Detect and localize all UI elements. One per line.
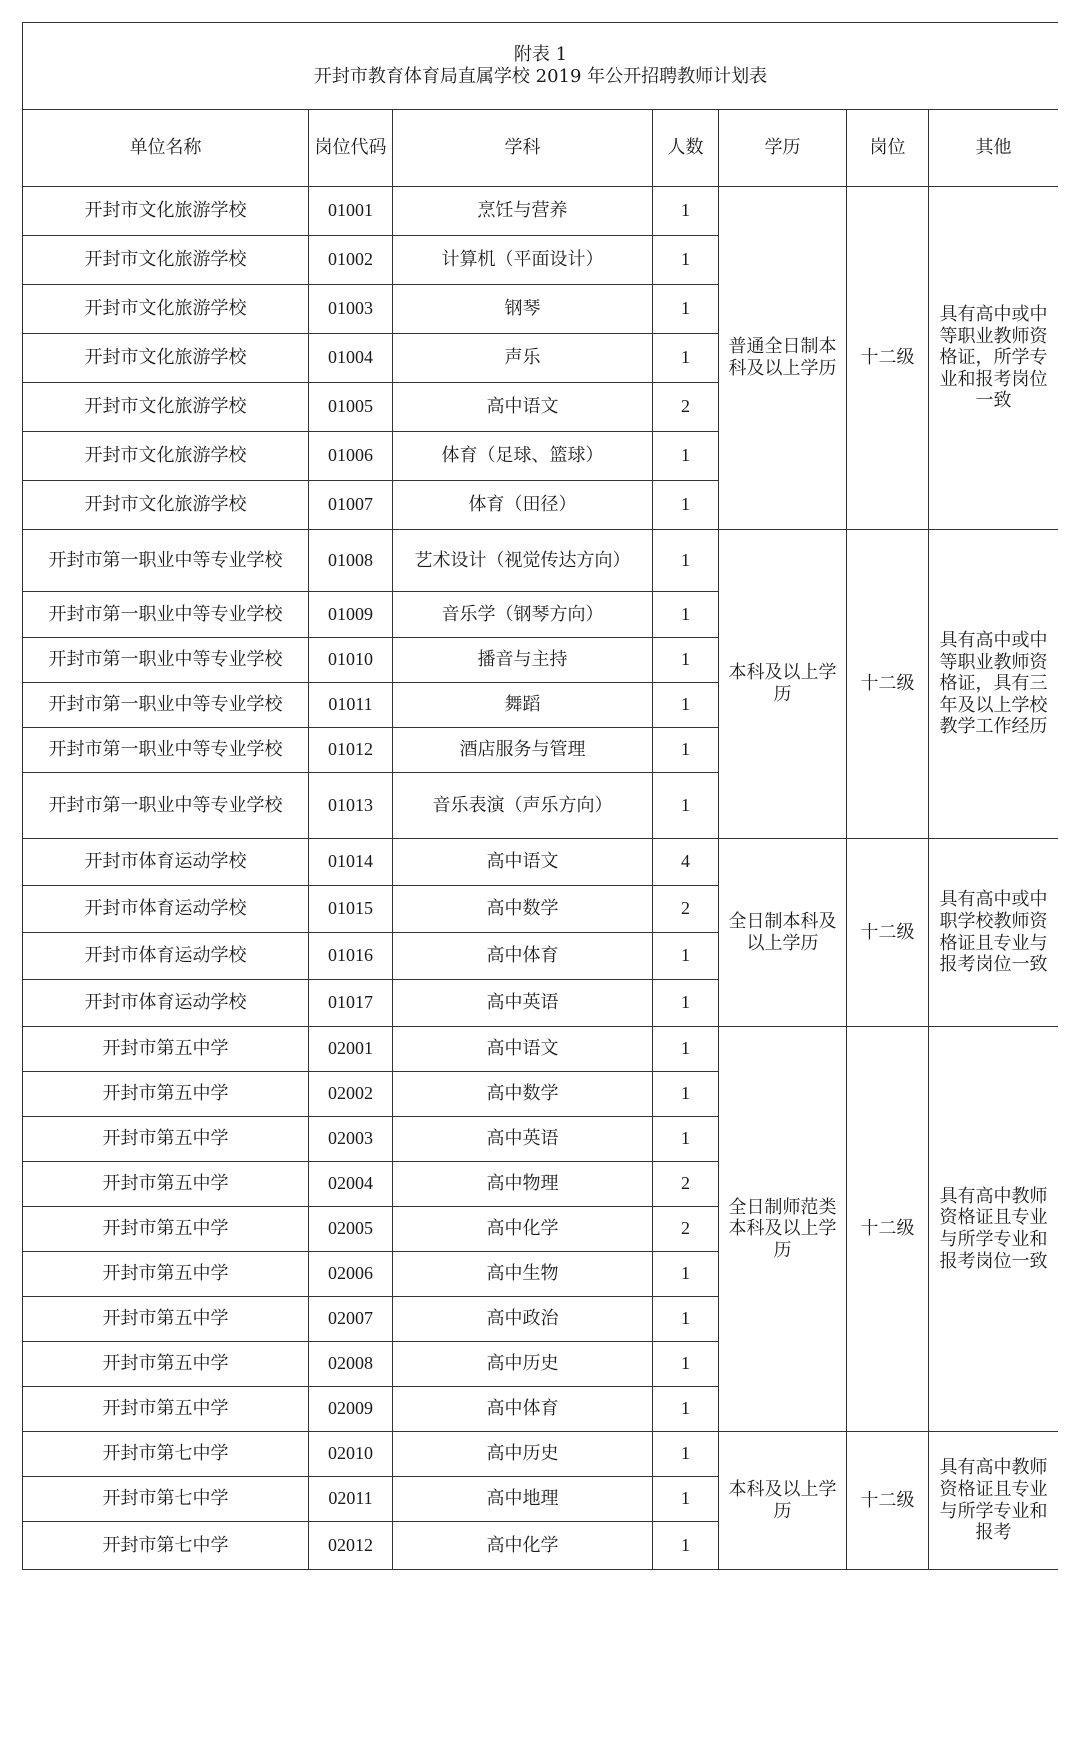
unit-name-cell: 开封市第五中学 [23,1027,309,1072]
unit-name-cell: 开封市文化旅游学校 [23,334,309,383]
education-cell: 本科及以上学历 [719,530,847,839]
recruitment-plan-table [22,22,1058,1570]
other-requirements-cell: 具有高中教师资格证且专业与所学专业和报考岗位一致 [929,1027,1059,1432]
other-requirements-cell: 具有高中或中等职业教师资格证，所学专业和报考岗位一致 [929,187,1059,530]
unit-name-cell: 开封市文化旅游学校 [23,481,309,530]
post-level-cell: 十二级 [847,1432,929,1570]
subject-cell: 高中语文 [393,383,653,432]
count-cell: 1 [653,1297,719,1342]
subject-cell: 体育（田径） [393,481,653,530]
subject-cell: 高中英语 [393,980,653,1027]
count-cell: 1 [653,432,719,481]
count-cell: 4 [653,839,719,886]
post-level-cell: 十二级 [847,187,929,530]
count-cell: 1 [653,1477,719,1522]
post-code-cell: 01002 [309,236,393,285]
unit-name-cell: 开封市体育运动学校 [23,886,309,933]
count-cell: 2 [653,886,719,933]
post-code-cell: 01016 [309,933,393,980]
unit-name-cell: 开封市第五中学 [23,1297,309,1342]
subject-cell: 高中数学 [393,1072,653,1117]
subject-cell: 艺术设计（视觉传达方向） [393,530,653,592]
unit-name-cell: 开封市文化旅游学校 [23,236,309,285]
subject-cell: 高中化学 [393,1522,653,1570]
header-unit: 单位名称 [23,110,309,187]
count-cell: 2 [653,1207,719,1252]
header-count: 人数 [653,110,719,187]
post-code-cell: 01012 [309,728,393,773]
header-row [23,110,1059,187]
unit-name-cell: 开封市第五中学 [23,1117,309,1162]
education-cell: 全日制师范类本科及以上学历 [719,1027,847,1432]
subject-cell: 钢琴 [393,285,653,334]
table-row [23,530,1059,592]
subject-cell: 高中英语 [393,1117,653,1162]
post-code-cell: 01009 [309,592,393,638]
subject-cell: 高中生物 [393,1252,653,1297]
other-requirements-cell: 具有高中或中职学校教师资格证且专业与报考岗位一致 [929,839,1059,1027]
post-code-cell: 01013 [309,773,393,839]
unit-name-cell: 开封市文化旅游学校 [23,432,309,481]
subject-cell: 舞蹈 [393,683,653,728]
count-cell: 1 [653,933,719,980]
unit-name-cell: 开封市第一职业中等专业学校 [23,638,309,683]
unit-name-cell: 开封市第五中学 [23,1162,309,1207]
header-code: 岗位代码 [309,110,393,187]
header-other: 其他 [929,110,1059,187]
post-code-cell: 02001 [309,1027,393,1072]
count-cell: 1 [653,1117,719,1162]
count-cell: 1 [653,1342,719,1387]
subject-cell: 高中政治 [393,1297,653,1342]
post-code-cell: 02002 [309,1072,393,1117]
document-sheet [22,22,1058,1748]
post-code-cell: 02010 [309,1432,393,1477]
subject-cell: 高中化学 [393,1207,653,1252]
unit-name-cell: 开封市第七中学 [23,1432,309,1477]
subject-cell: 酒店服务与管理 [393,728,653,773]
education-cell: 普通全日制本科及以上学历 [719,187,847,530]
subject-cell: 高中数学 [393,886,653,933]
post-code-cell: 01004 [309,334,393,383]
unit-name-cell: 开封市第一职业中等专业学校 [23,728,309,773]
page-title: 开封市教育体育局直属学校 2019 年公开招聘教师计划表 [313,66,768,87]
unit-name-cell: 开封市第一职业中等专业学校 [23,592,309,638]
unit-name-cell: 开封市文化旅游学校 [23,285,309,334]
post-code-cell: 02006 [309,1252,393,1297]
subject-cell: 播音与主持 [393,638,653,683]
post-code-cell: 02003 [309,1117,393,1162]
unit-name-cell: 开封市第五中学 [23,1207,309,1252]
count-cell: 1 [653,1387,719,1432]
count-cell: 2 [653,1162,719,1207]
post-code-cell: 01003 [309,285,393,334]
unit-name-cell: 开封市第五中学 [23,1252,309,1297]
subject-cell: 声乐 [393,334,653,383]
post-code-cell: 01017 [309,980,393,1027]
post-code-cell: 02005 [309,1207,393,1252]
table-title [23,23,1059,110]
subject-cell: 高中地理 [393,1477,653,1522]
unit-name-cell: 开封市第七中学 [23,1477,309,1522]
post-code-cell: 02004 [309,1162,393,1207]
header-education: 学历 [719,110,847,187]
post-code-cell: 01010 [309,638,393,683]
subject-cell: 高中语文 [393,1027,653,1072]
subject-cell: 计算机（平面设计） [393,236,653,285]
header-subject: 学科 [393,110,653,187]
post-code-cell: 01014 [309,839,393,886]
unit-name-cell: 开封市第五中学 [23,1072,309,1117]
table-row [23,187,1059,236]
other-requirements-cell: 具有高中教师资格证且专业与所学专业和报考 [929,1432,1059,1570]
post-code-cell: 01008 [309,530,393,592]
count-cell: 1 [653,187,719,236]
post-code-cell: 01005 [309,383,393,432]
unit-name-cell: 开封市第一职业中等专业学校 [23,683,309,728]
count-cell: 1 [653,481,719,530]
count-cell: 1 [653,773,719,839]
table-row [23,1027,1059,1072]
table-row [23,1432,1059,1477]
education-cell: 本科及以上学历 [719,1432,847,1570]
count-cell: 1 [653,1027,719,1072]
subject-cell: 烹饪与营养 [393,187,653,236]
count-cell: 1 [653,236,719,285]
unit-name-cell: 开封市体育运动学校 [23,980,309,1027]
subject-cell: 高中语文 [393,839,653,886]
education-cell: 全日制本科及以上学历 [719,839,847,1027]
post-code-cell: 02008 [309,1342,393,1387]
other-requirements-cell: 具有高中或中等职业教师资格证，具有三年及以上学校教学工作经历 [929,530,1059,839]
subject-cell: 高中历史 [393,1342,653,1387]
post-code-cell: 01011 [309,683,393,728]
post-code-cell: 01006 [309,432,393,481]
count-cell: 2 [653,383,719,432]
subject-cell: 音乐学（钢琴方向） [393,592,653,638]
unit-name-cell: 开封市第五中学 [23,1387,309,1432]
unit-name-cell: 开封市文化旅游学校 [23,383,309,432]
count-cell: 1 [653,1432,719,1477]
post-code-cell: 01007 [309,481,393,530]
post-level-cell: 十二级 [847,1027,929,1432]
subject-cell: 高中物理 [393,1162,653,1207]
unit-name-cell: 开封市体育运动学校 [23,839,309,886]
post-code-cell: 02009 [309,1387,393,1432]
header-post: 岗位 [847,110,929,187]
count-cell: 1 [653,980,719,1027]
post-code-cell: 02011 [309,1477,393,1522]
count-cell: 1 [653,285,719,334]
count-cell: 1 [653,728,719,773]
post-level-cell: 十二级 [847,839,929,1027]
count-cell: 1 [653,1522,719,1570]
unit-name-cell: 开封市体育运动学校 [23,933,309,980]
unit-name-cell: 开封市第七中学 [23,1522,309,1570]
unit-name-cell: 开封市第一职业中等专业学校 [23,530,309,592]
post-code-cell: 02007 [309,1297,393,1342]
post-code-cell: 01015 [309,886,393,933]
subject-cell: 高中体育 [393,933,653,980]
count-cell: 1 [653,683,719,728]
count-cell: 1 [653,592,719,638]
count-cell: 1 [653,1252,719,1297]
count-cell: 1 [653,638,719,683]
subject-cell: 高中体育 [393,1387,653,1432]
count-cell: 1 [653,1072,719,1117]
unit-name-cell: 开封市第五中学 [23,1342,309,1387]
count-cell: 1 [653,530,719,592]
unit-name-cell: 开封市第一职业中等专业学校 [23,773,309,839]
unit-name-cell: 开封市文化旅游学校 [23,187,309,236]
count-cell: 1 [653,334,719,383]
appendix-label: 附表 1 [513,44,568,66]
table-row [23,839,1059,886]
subject-cell: 体育（足球、篮球） [393,432,653,481]
subject-cell: 高中历史 [393,1432,653,1477]
post-code-cell: 01001 [309,187,393,236]
post-code-cell: 02012 [309,1522,393,1570]
post-level-cell: 十二级 [847,530,929,839]
subject-cell: 音乐表演（声乐方向） [393,773,653,839]
